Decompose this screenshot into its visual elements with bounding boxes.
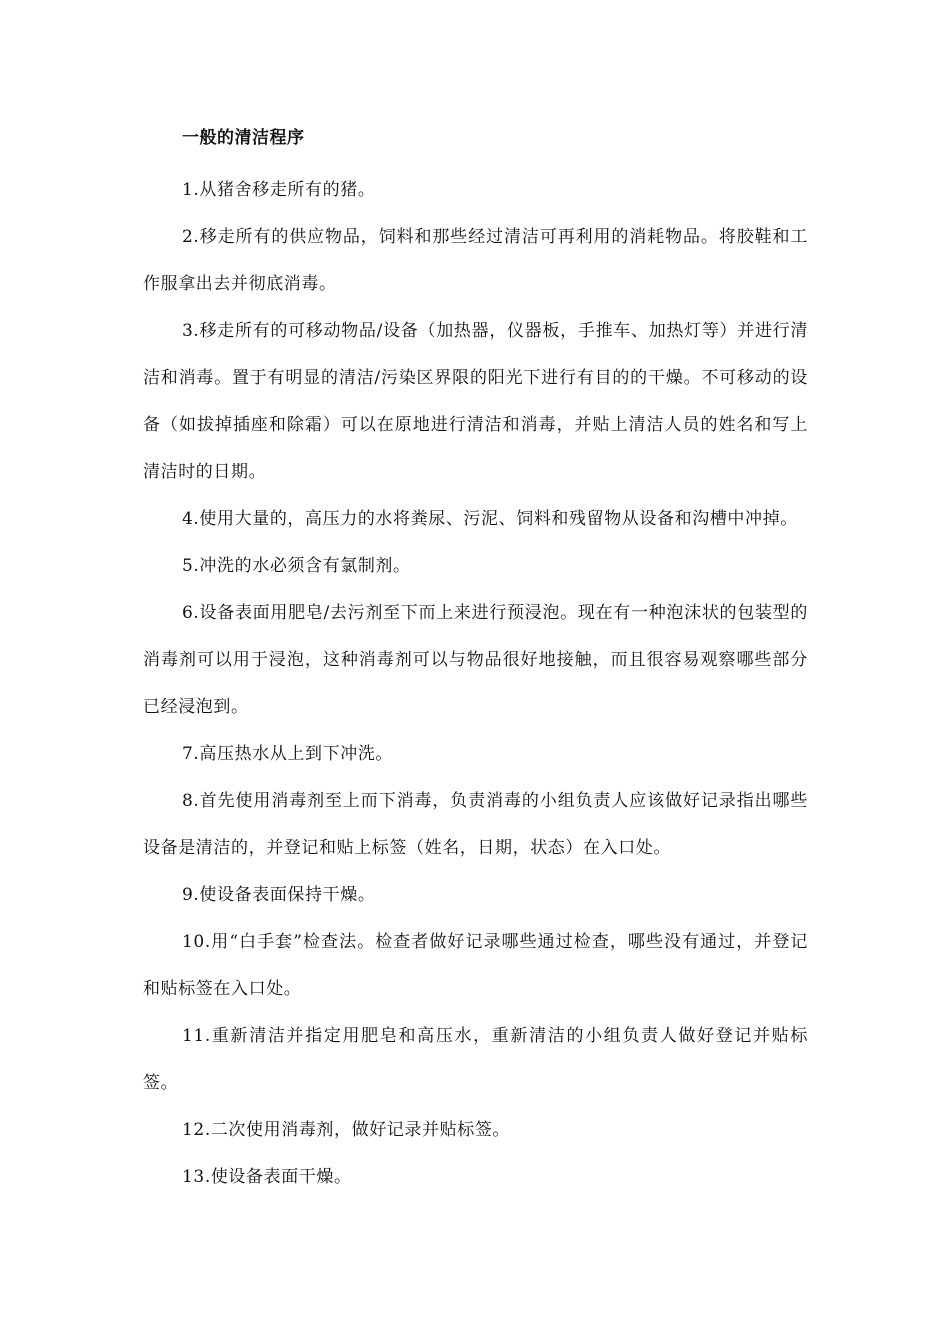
step-11-paragraph: 11.重新清洁并指定用肥皂和高压水，重新清洁的小组负责人做好登记并贴标签。 [143, 1026, 808, 1093]
step-12-paragraph: 12.二次使用消毒剂，做好记录并贴标签。 [182, 1120, 511, 1140]
step-6-paragraph: 6.设备表面用肥皂/去污剂至下而上来进行预浸泡。现在有一种泡沫状的包装型的消毒剂可以用于浸泡，这种消毒剂可以与物品很好地接触，而且很容易观察哪些部分已经浸泡到。 [143, 603, 808, 717]
step-4-paragraph: 4.使用大量的，高压力的水将粪尿、污泥、饲料和残留物从设备和沟槽中冲掉。 [182, 509, 798, 529]
step-2-paragraph: 2.移走所有的供应物品，饲料和那些经过清洁可再利用的消耗物品。将胶鞋和工作服拿出去并彻底消毒。 [143, 227, 808, 294]
step-5-paragraph: 5.冲洗的水必须含有氯制剂。 [182, 556, 411, 576]
step-13-paragraph: 13.使设备表面干燥。 [182, 1167, 352, 1187]
step-10-paragraph: 10.用“白手套”检查法。检查者做好记录哪些通过检查，哪些没有通过，并登记和贴标签在入口处。 [143, 932, 808, 999]
step-8-paragraph: 8.首先使用消毒剂至上而下消毒，负责消毒的小组负责人应该做好记录指出哪些设备是清洁的，并登记和贴上标签（姓名，日期，状态）在入口处。 [143, 791, 808, 858]
section-heading: 一般的清洁程序 [182, 128, 305, 148]
document-body [143, 120, 808, 1201]
step-3-paragraph: 3.移走所有的可移动物品/设备（加热器，仪器板，手推车、加热灯等）并进行清洁和消毒。置于有明显的清洁/污染区界限的阳光下进行有目的的干燥。不可移动的设备（如拔掉插座和除霜）可以在原地进行清洁和消毒，并贴上清洁人员的姓名和写上清洁时的日期。 [143, 321, 808, 482]
step-7-paragraph: 7.高压热水从上到下冲洗。 [182, 744, 394, 764]
step-9-paragraph: 9.使设备表面保持干燥。 [182, 885, 376, 905]
step-1-paragraph: 1.从猪舍移走所有的猪。 [182, 180, 376, 200]
